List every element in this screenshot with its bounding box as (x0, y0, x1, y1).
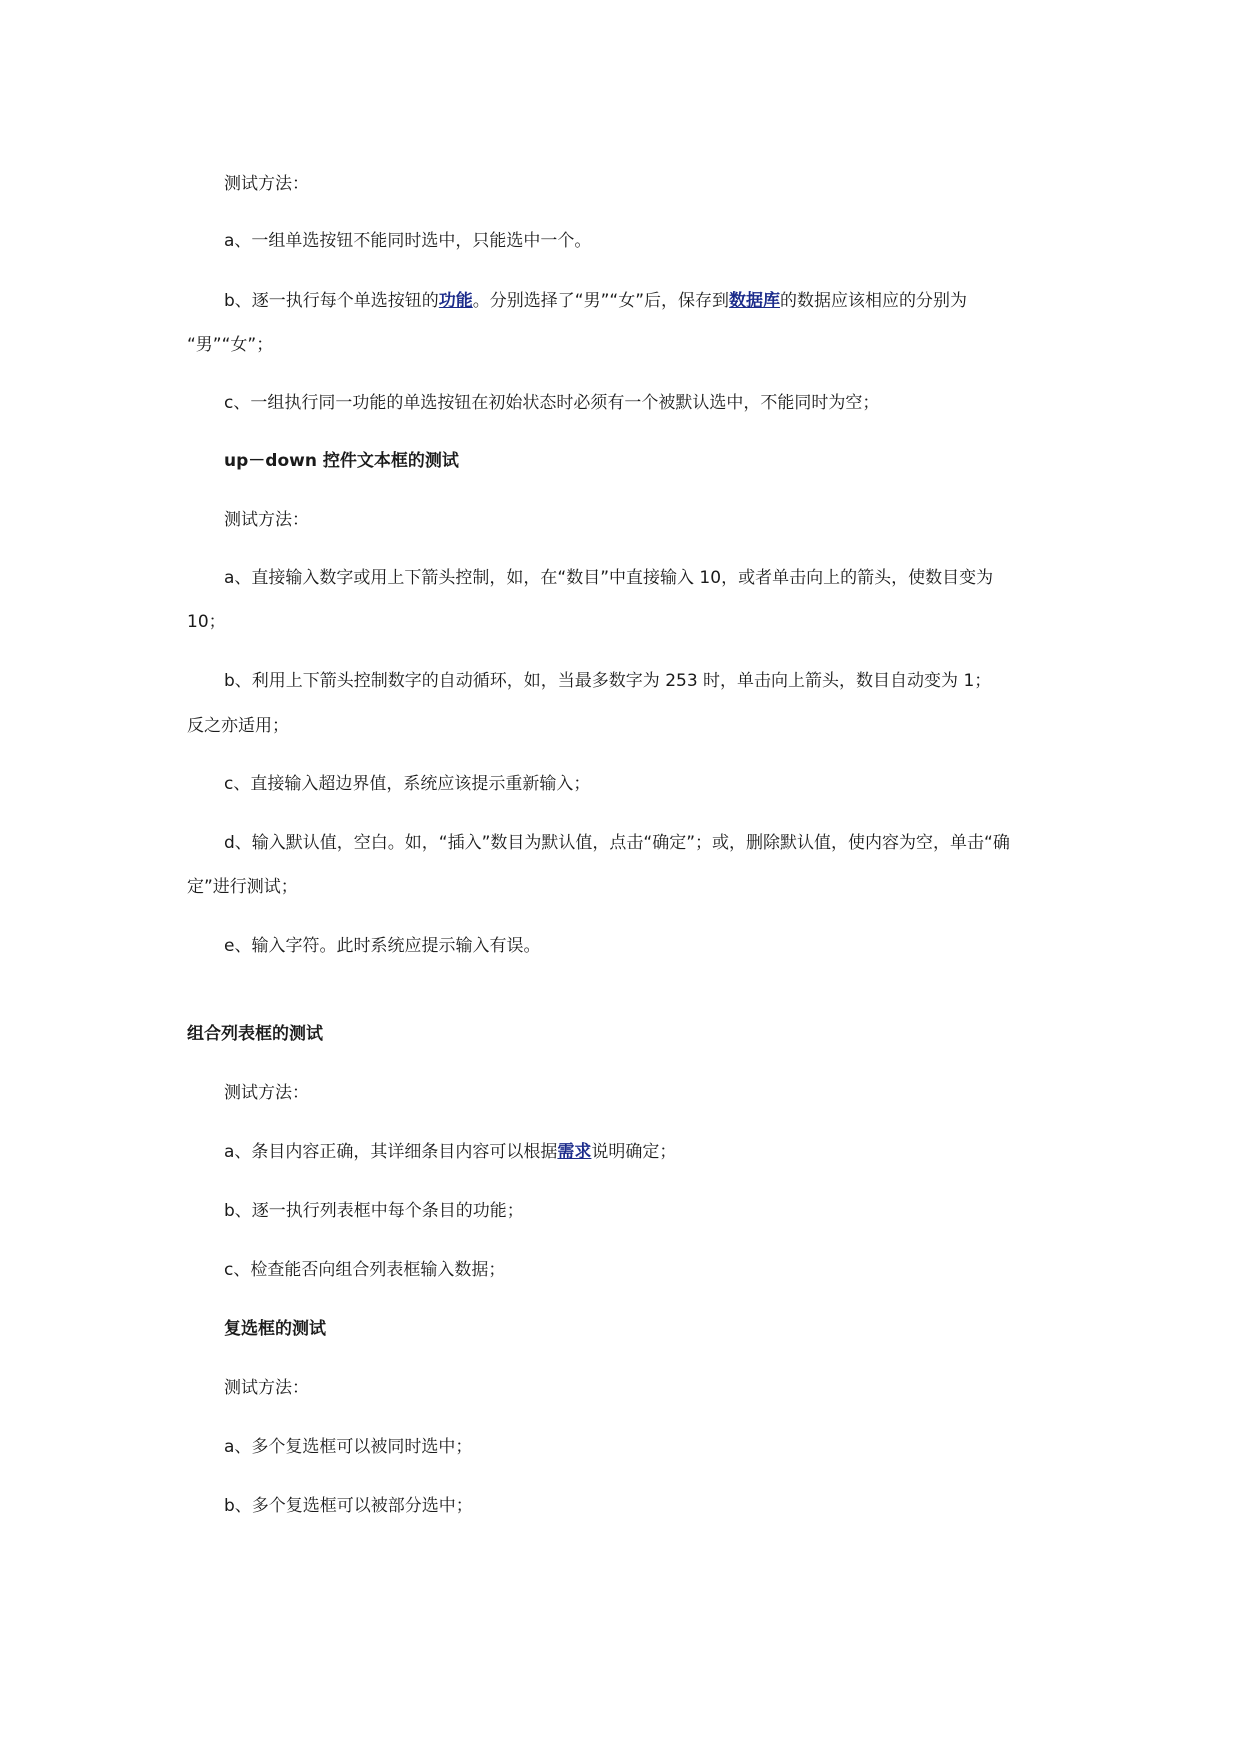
radio-test-item-b-continuation: “男”“女”； (187, 335, 274, 355)
radio-test-method-label: 测试方法： (224, 174, 309, 194)
combo-list-test-item-b: b、逐一执行列表框中每个条目的功能； (224, 1201, 524, 1221)
function-link[interactable]: 功能 (438, 291, 473, 311)
checkbox-test-item-b: b、多个复选框可以被部分选中； (224, 1496, 473, 1516)
radio-test-item-a: a、一组单选按钮不能同时选中，只能选中一个。 (224, 231, 592, 251)
updown-test-item-e: e、输入字符。此时系统应提示输入有误。 (224, 936, 541, 956)
requirements-link[interactable]: 需求 (557, 1142, 592, 1162)
updown-test-item-a: a、直接输入数字或用上下箭头控制，如，在“数目”中直接输入 10，或者单击向上的箭头，使数目变为 (224, 568, 994, 588)
updown-test-item-c: c、直接输入超边界值，系统应该提示重新输入； (224, 774, 591, 794)
radio-test-item-c: c、一组执行同一功能的单选按钮在初始状态时必须有一个被默认选中，不能同时为空； (224, 393, 880, 413)
combo-list-section-heading: 组合列表框的测试 (187, 1024, 323, 1044)
combo-list-test-item-a-text-1: a、条目内容正确，其详细条目内容可以根据 (224, 1142, 558, 1162)
checkbox-section-heading: 复选框的测试 (224, 1319, 326, 1339)
database-link[interactable]: 数据库 (729, 291, 781, 311)
radio-test-item-b-text-2: 。分别选择了“男”“女”后，保存到 (472, 291, 730, 311)
updown-test-item-b-continuation: 反之亦适用； (187, 716, 289, 736)
radio-test-item-b-text-1: b、逐一执行每个单选按钮的 (224, 291, 439, 311)
updown-test-method-label: 测试方法： (224, 510, 309, 530)
radio-test-item-b (224, 289, 1094, 313)
combo-list-test-item-c: c、检查能否向组合列表框输入数据； (224, 1260, 506, 1280)
updown-test-item-b: b、利用上下箭头控制数字的自动循环，如，当最多数字为 253 时，单击向上箭头，数目自动变为 1； (224, 671, 992, 691)
updown-section-heading: up－down 控件文本框的测试 (224, 451, 459, 471)
updown-test-item-d-continuation: 定”进行测试； (187, 877, 298, 897)
checkbox-test-item-a: a、多个复选框可以被同时选中； (224, 1437, 473, 1457)
checkbox-test-method-label: 测试方法： (224, 1378, 309, 1398)
combo-list-test-item-a-text-2: 说明确定； (591, 1142, 677, 1162)
updown-test-item-a-continuation: 10； (187, 612, 226, 632)
updown-test-item-d: d、输入默认值，空白。如，“插入”数目为默认值，点击“确定”；或，删除默认值，使内容为空，单击“确 (224, 833, 1010, 853)
radio-test-item-b-text-3: 的数据应该相应的分别为 (780, 291, 968, 311)
combo-list-test-method-label: 测试方法： (224, 1083, 309, 1103)
combo-list-test-item-a (224, 1140, 1094, 1164)
